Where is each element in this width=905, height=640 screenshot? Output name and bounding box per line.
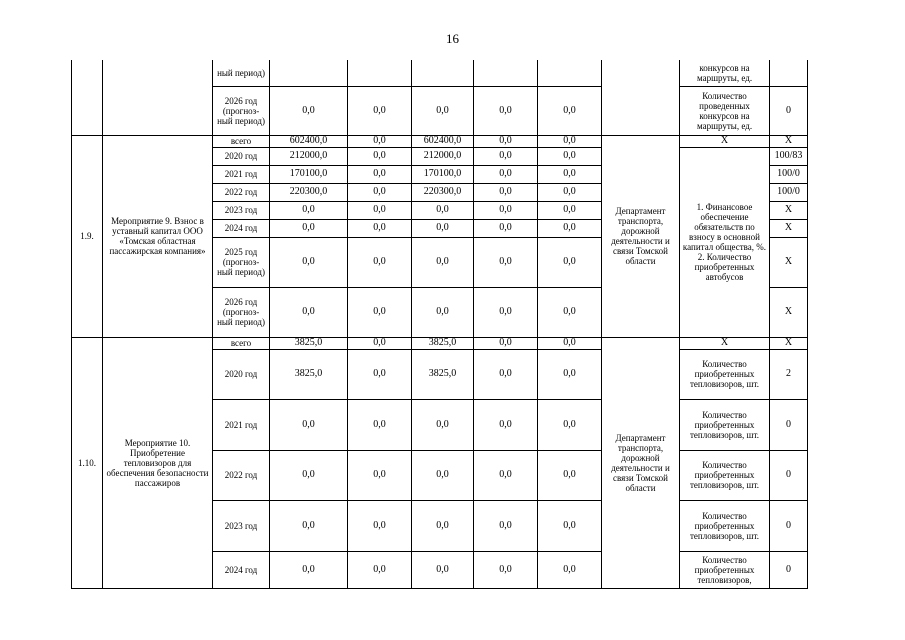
indicator-cell: конкурсов на маршруты, ед. bbox=[680, 60, 770, 86]
value-cell: 0,0 bbox=[538, 337, 602, 349]
value-cell: 0,0 bbox=[348, 219, 412, 237]
value-cell: 0,0 bbox=[348, 450, 412, 500]
year-cell: 2023 год bbox=[213, 201, 270, 219]
target-cell: 0 bbox=[770, 399, 808, 450]
target-cell: 100/0 bbox=[770, 165, 808, 183]
value-cell: 0,0 bbox=[474, 349, 538, 399]
value-cell: 0,0 bbox=[474, 147, 538, 165]
value-cell: 220300,0 bbox=[412, 183, 474, 201]
value-cell: 0,0 bbox=[538, 399, 602, 450]
value-cell: 0,0 bbox=[538, 147, 602, 165]
indicator-cell: Количество приобретенных тепловизоров, шт. bbox=[680, 399, 770, 450]
value-cell: 0,0 bbox=[538, 551, 602, 588]
page-number: 16 bbox=[446, 31, 459, 46]
value-cell: 0,0 bbox=[474, 500, 538, 551]
indicator-cell: Х bbox=[680, 337, 770, 349]
value-cell: 0,0 bbox=[412, 450, 474, 500]
value-cell: 220300,0 bbox=[270, 183, 348, 201]
value-cell: 602400,0 bbox=[270, 135, 348, 147]
value-cell: 602400,0 bbox=[412, 135, 474, 147]
indicator-cell: Количество приобретенных тепловизоров, шт. bbox=[680, 450, 770, 500]
indicator-cell: Количество проведенных конкурсов на маршруты, ед. bbox=[680, 86, 770, 135]
target-cell: Х bbox=[770, 135, 808, 147]
value-cell: 0,0 bbox=[348, 86, 412, 135]
value-cell bbox=[348, 60, 412, 86]
value-cell: 212000,0 bbox=[270, 147, 348, 165]
target-cell: Х bbox=[770, 337, 808, 349]
value-cell: 0,0 bbox=[412, 551, 474, 588]
value-cell: 0,0 bbox=[348, 551, 412, 588]
number-cell: 1.9. bbox=[72, 135, 103, 337]
value-cell: 0,0 bbox=[538, 500, 602, 551]
value-cell: 3825,0 bbox=[270, 337, 348, 349]
value-cell: 0,0 bbox=[412, 86, 474, 135]
value-cell: 0,0 bbox=[270, 399, 348, 450]
indicator-cell: Количество приобретенных тепловизоров, шт. bbox=[680, 349, 770, 399]
value-cell: 0,0 bbox=[348, 201, 412, 219]
value-cell: 0,0 bbox=[348, 165, 412, 183]
executor-cell: Департамент транспорта, дорожной деятельности и связи Томской области bbox=[602, 337, 680, 588]
value-cell: 0,0 bbox=[270, 219, 348, 237]
value-cell: 0,0 bbox=[474, 237, 538, 287]
value-cell: 212000,0 bbox=[412, 147, 474, 165]
value-cell: 0,0 bbox=[270, 450, 348, 500]
target-cell: 100/0 bbox=[770, 183, 808, 201]
year-cell: 2024 год bbox=[213, 551, 270, 588]
value-cell: 0,0 bbox=[538, 135, 602, 147]
value-cell: 0,0 bbox=[538, 450, 602, 500]
value-cell: 0,0 bbox=[348, 337, 412, 349]
value-cell: 0,0 bbox=[348, 237, 412, 287]
target-cell: Х bbox=[770, 237, 808, 287]
value-cell: 0,0 bbox=[270, 551, 348, 588]
target-cell: 0 bbox=[770, 551, 808, 588]
year-cell: 2023 год bbox=[213, 500, 270, 551]
value-cell: 0,0 bbox=[348, 287, 412, 337]
value-cell: 0,0 bbox=[474, 337, 538, 349]
value-cell: 0,0 bbox=[348, 183, 412, 201]
target-cell: 0 bbox=[770, 500, 808, 551]
value-cell: 0,0 bbox=[348, 135, 412, 147]
number-cell: 1.10. bbox=[72, 337, 103, 588]
value-cell: 0,0 bbox=[412, 287, 474, 337]
table-row bbox=[72, 135, 808, 147]
value-cell: 0,0 bbox=[270, 86, 348, 135]
indicator-cell: Количество приобретенных тепловизоров, bbox=[680, 551, 770, 588]
value-cell: 0,0 bbox=[538, 219, 602, 237]
value-cell: 0,0 bbox=[270, 201, 348, 219]
value-cell: 0,0 bbox=[538, 201, 602, 219]
value-cell: 0,0 bbox=[538, 86, 602, 135]
year-cell: 2020 год bbox=[213, 147, 270, 165]
value-cell: 0,0 bbox=[474, 165, 538, 183]
executor-cell: Департамент транспорта, дорожной деятельности и связи Томской области bbox=[602, 135, 680, 337]
value-cell: 0,0 bbox=[474, 450, 538, 500]
year-cell: всего bbox=[213, 135, 270, 147]
value-cell bbox=[270, 60, 348, 86]
target-cell: 0 bbox=[770, 450, 808, 500]
year-cell: 2022 год bbox=[213, 183, 270, 201]
indicator-cell: 1. Финансовое обеспечение обязательств по взносу в основной капитал общества, %. 2. Количество приобретенных автобусов bbox=[680, 147, 770, 337]
year-cell: 2021 год bbox=[213, 165, 270, 183]
value-cell: 3825,0 bbox=[412, 337, 474, 349]
value-cell: 0,0 bbox=[538, 237, 602, 287]
target-cell: Х bbox=[770, 287, 808, 337]
value-cell: 0,0 bbox=[538, 287, 602, 337]
indicator-cell: Количество приобретенных тепловизоров, шт. bbox=[680, 500, 770, 551]
executor-cell bbox=[602, 60, 680, 135]
value-cell bbox=[474, 60, 538, 86]
value-cell: 170100,0 bbox=[412, 165, 474, 183]
value-cell: 0,0 bbox=[474, 287, 538, 337]
value-cell: 0,0 bbox=[348, 147, 412, 165]
target-cell: 2 bbox=[770, 349, 808, 399]
value-cell: 0,0 bbox=[474, 86, 538, 135]
number-cell bbox=[72, 60, 103, 135]
value-cell: 0,0 bbox=[348, 349, 412, 399]
indicator-cell: Х bbox=[680, 135, 770, 147]
year-cell: 2022 год bbox=[213, 450, 270, 500]
table-row bbox=[72, 337, 808, 349]
value-cell: 0,0 bbox=[538, 165, 602, 183]
measure-name-cell bbox=[103, 60, 213, 135]
target-cell: Х bbox=[770, 201, 808, 219]
target-cell: Х bbox=[770, 219, 808, 237]
measure-name-cell: Мероприятие 9. Взнос в уставный капитал ООО «Томская областная пассажирская компания» bbox=[103, 135, 213, 337]
value-cell: 0,0 bbox=[412, 399, 474, 450]
value-cell: 0,0 bbox=[538, 183, 602, 201]
target-cell: 100/83 bbox=[770, 147, 808, 165]
year-cell: ный период) bbox=[213, 60, 270, 86]
value-cell: 0,0 bbox=[270, 500, 348, 551]
value-cell: 0,0 bbox=[538, 349, 602, 399]
value-cell: 0,0 bbox=[348, 399, 412, 450]
year-cell: 2021 год bbox=[213, 399, 270, 450]
year-cell: всего bbox=[213, 337, 270, 349]
value-cell: 0,0 bbox=[348, 500, 412, 551]
value-cell bbox=[538, 60, 602, 86]
target-cell: 0 bbox=[770, 86, 808, 135]
value-cell: 0,0 bbox=[412, 237, 474, 287]
value-cell: 0,0 bbox=[474, 201, 538, 219]
year-cell: 2024 год bbox=[213, 219, 270, 237]
value-cell: 0,0 bbox=[412, 500, 474, 551]
value-cell: 0,0 bbox=[412, 219, 474, 237]
year-cell: 2026 год (прогноз-ный период) bbox=[213, 86, 270, 135]
value-cell: 3825,0 bbox=[412, 349, 474, 399]
value-cell: 0,0 bbox=[474, 219, 538, 237]
value-cell: 0,0 bbox=[474, 551, 538, 588]
value-cell: 0,0 bbox=[474, 135, 538, 147]
year-cell: 2025 год (прогноз-ный период) bbox=[213, 237, 270, 287]
value-cell: 0,0 bbox=[270, 237, 348, 287]
value-cell: 170100,0 bbox=[270, 165, 348, 183]
value-cell bbox=[412, 60, 474, 86]
value-cell: 0,0 bbox=[270, 287, 348, 337]
measure-name-cell: Мероприятие 10. Приобретение тепловизоров для обеспечения безопасности пассажиров bbox=[103, 337, 213, 588]
value-cell: 3825,0 bbox=[270, 349, 348, 399]
year-cell: 2026 год (прогноз-ный период) bbox=[213, 287, 270, 337]
value-cell: 0,0 bbox=[412, 201, 474, 219]
year-cell: 2020 год bbox=[213, 349, 270, 399]
value-cell: 0,0 bbox=[474, 399, 538, 450]
target-cell bbox=[770, 60, 808, 86]
table-row bbox=[72, 60, 808, 86]
value-cell: 0,0 bbox=[474, 183, 538, 201]
program-measures-table bbox=[71, 60, 808, 589]
